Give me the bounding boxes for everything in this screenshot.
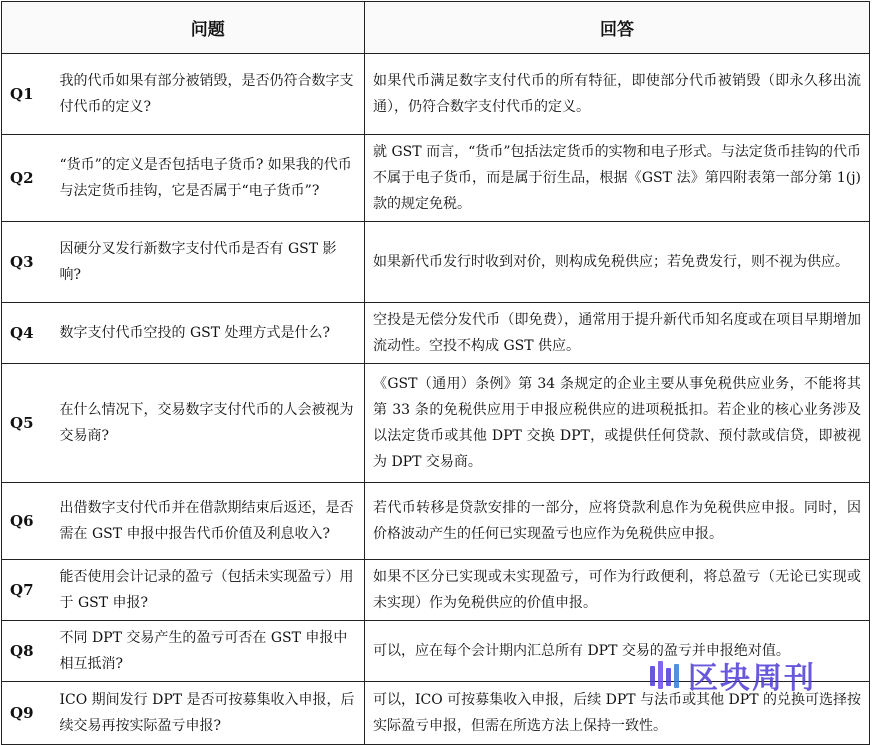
watermark-text: 区块周刊 <box>688 661 816 696</box>
table-row <box>2 621 870 682</box>
answer-cell: 若代币转移是贷款安排的一部分，应将贷款利息作为免税供应申报。同时，因价格波动产生的任何已实现盈亏也应作为免税供应申报。 <box>365 483 870 560</box>
question-id: Q3 <box>2 222 52 303</box>
answer-cell: 可以，ICO 可按募集收入申报，后续 DPT 与法币或其他 DPT 的兑换可选择按实际盈亏申报，但需在所选方法上保持一致性。 <box>365 682 870 745</box>
table-row <box>2 364 870 483</box>
answer-column-header: 回答 <box>365 2 870 54</box>
question-id: Q5 <box>2 364 52 483</box>
table-row <box>2 560 870 621</box>
answer-cell: 如果新代币发行时收到对价，则构成免税供应；若免费发行，则不视为供应。 <box>365 222 870 303</box>
answer-cell: 如果代币满足数字支付代币的所有特征，即使部分代币被销毁（即永久移出流通），仍符合数字支付代币的定义。 <box>365 54 870 135</box>
question-cell: 能否使用会计记录的盈亏（包括未实现盈亏）用于 GST 申报? <box>52 560 365 621</box>
qa-table <box>1 1 870 745</box>
answer-cell: 如果不区分已实现或未实现盈亏，可作为行政便利，将总盈亏（无论已实现或未实现）作为免税供应的价值申报。 <box>365 560 870 621</box>
answer-cell: 就 GST 而言，“货币”包括法定货币的实物和电子形式。与法定货币挂钩的代币不属于电子货币，而是属于衍生品，根据《GST 法》第四附表第一部分第 1(j) 款的规定免税。 <box>365 135 870 222</box>
question-cell: 出借数字支付代币并在借款期结束后返还，是否需在 GST 申报中报告代币价值及利息收入? <box>52 483 365 560</box>
question-cell: “货币”的定义是否包括电子货币? 如果我的代币与法定货币挂钩，它是否属于“电子货币”? <box>52 135 365 222</box>
question-column-header: 问题 <box>52 2 365 54</box>
table-row <box>2 682 870 745</box>
question-cell: ICO 期间发行 DPT 是否可按募集收入申报，后续交易再按实际盈亏申报? <box>52 682 365 745</box>
table-row <box>2 303 870 364</box>
table-row <box>2 135 870 222</box>
answer-cell: 可以，应在每个会计期内汇总所有 DPT 交易的盈亏并申报绝对值。 <box>365 621 870 682</box>
table-row <box>2 54 870 135</box>
question-id: Q9 <box>2 682 52 745</box>
table-row <box>2 483 870 560</box>
table-row <box>2 222 870 303</box>
question-id: Q6 <box>2 483 52 560</box>
answer-cell: 空投是无偿分发代币（即免费），通常用于提升新代币知名度或在项目早期增加流动性。空投不构成 GST 供应。 <box>365 303 870 364</box>
question-id: Q8 <box>2 621 52 682</box>
question-cell: 在什么情况下，交易数字支付代币的人会被视为交易商? <box>52 364 365 483</box>
question-id: Q1 <box>2 54 52 135</box>
question-cell: 因硬分叉发行新数字支付代币是否有 GST 影响? <box>52 222 365 303</box>
table-header-row <box>2 2 870 54</box>
question-cell: 数字支付代币空投的 GST 处理方式是什么? <box>52 303 365 364</box>
id-column-header <box>2 2 52 54</box>
question-cell: 不同 DPT 交易产生的盈亏可否在 GST 申报中相互抵消? <box>52 621 365 682</box>
question-id: Q7 <box>2 560 52 621</box>
question-id: Q4 <box>2 303 52 364</box>
answer-cell: 《GST（通用）条例》第 34 条规定的企业主要从事免税供应业务，不能将其第 33 条的免税供应用于申报应税供应的进项税抵扣。若企业的核心业务涉及以法定货币或其他 DPT 交换 DPT，或提供任何贷款、预付款或信贷，即被视为 DPT 交易商。 <box>365 364 870 483</box>
question-id: Q2 <box>2 135 52 222</box>
question-cell: 我的代币如果有部分被销毁，是否仍符合数字支付代币的定义? <box>52 54 365 135</box>
